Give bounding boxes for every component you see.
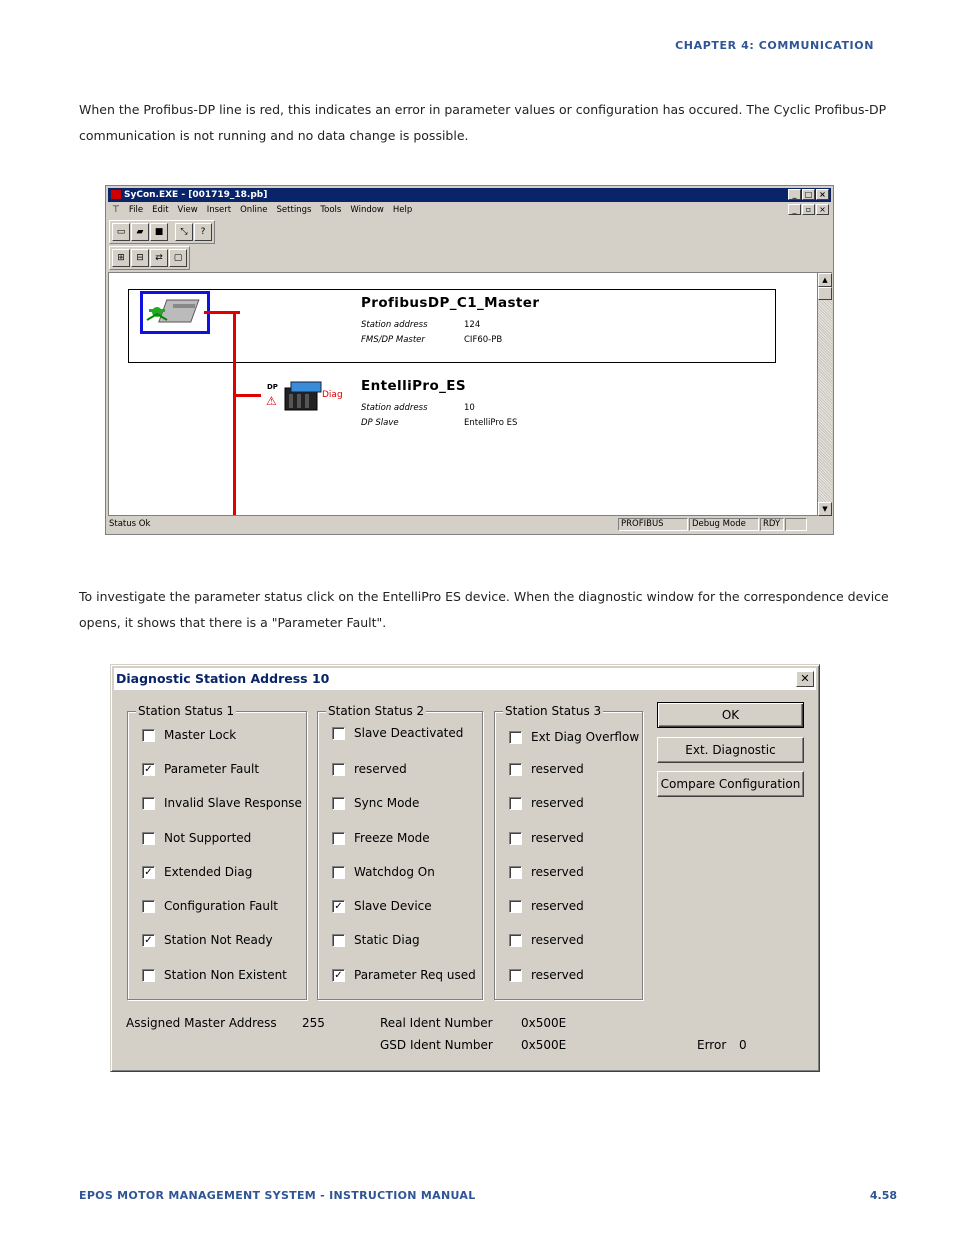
menu-bar: [108, 203, 831, 217]
checkbox-box[interactable]: [332, 866, 345, 879]
ok-button[interactable]: OK: [657, 702, 804, 728]
checkbox-label: Slave Deactivated: [354, 726, 464, 740]
checkbox-box[interactable]: [509, 797, 522, 810]
checkbox-master-lock[interactable]: [142, 728, 236, 742]
slave-type-value: EntelliPro ES: [464, 418, 518, 428]
checkbox-station-non-existent[interactable]: [142, 968, 287, 982]
checkbox-reserved[interactable]: [509, 933, 584, 947]
diag-tag: Diag: [322, 390, 343, 400]
checkbox-slave-deactivated[interactable]: [332, 726, 463, 740]
help-icon[interactable]: ?: [194, 223, 212, 241]
group-legend: Station Status 1: [138, 704, 235, 718]
checkbox-box[interactable]: [509, 900, 522, 913]
station-status-2-group: [317, 704, 483, 1000]
slave-address-label: Station address: [361, 403, 428, 413]
dp-tag: DP: [267, 383, 278, 391]
gsd-ident-value: 0x500E: [521, 1038, 567, 1052]
master-device-icon[interactable]: [140, 291, 210, 334]
checkbox-not-supported[interactable]: [142, 831, 251, 845]
checkbox-parameter-fault[interactable]: [142, 762, 259, 776]
checkbox-box[interactable]: ✓: [332, 969, 345, 982]
child-restore-icon[interactable]: ▫: [802, 204, 815, 215]
scroll-thumb[interactable]: [818, 287, 832, 300]
checkbox-label: reserved: [531, 899, 584, 913]
document-icon: ⊤: [112, 205, 120, 215]
real-ident-label: Real Ident Number: [380, 1016, 493, 1030]
checkbox-label: Watchdog On: [354, 865, 435, 879]
vertical-scrollbar[interactable]: [818, 272, 832, 516]
device-toolbar: [109, 246, 190, 270]
status-mode: Debug Mode: [689, 518, 759, 531]
sycon-window: [105, 185, 834, 535]
master-address-value: 124: [464, 320, 481, 330]
menu-help[interactable]: Help: [392, 205, 413, 215]
open-folder-icon[interactable]: ▰: [131, 223, 149, 241]
footer-title: EPOS MOTOR MANAGEMENT SYSTEM - INSTRUCTION MANUAL: [79, 1189, 476, 1202]
checkbox-box[interactable]: [509, 731, 522, 744]
checkbox-label: reserved: [531, 762, 584, 776]
page-number: 4.58: [869, 1189, 897, 1202]
link-icon[interactable]: ⇄: [150, 249, 168, 267]
checkbox-label: Sync Mode: [354, 796, 420, 810]
checkbox-label: Parameter Req used: [354, 968, 476, 982]
checkbox-label: reserved: [531, 865, 584, 879]
checkbox-sync-mode[interactable]: [332, 796, 419, 810]
checkbox-configuration-fault[interactable]: [142, 899, 278, 913]
checkbox-reserved[interactable]: [509, 899, 584, 913]
checkbox-station-not-ready[interactable]: [142, 933, 273, 947]
app-icon: [111, 190, 121, 199]
checkbox-freeze-mode[interactable]: [332, 831, 430, 845]
checkbox-watchdog-on[interactable]: [332, 865, 435, 879]
checkbox-box[interactable]: [332, 797, 345, 810]
checkbox-invalid-slave-response[interactable]: [142, 796, 302, 810]
menu-view[interactable]: View: [177, 205, 198, 215]
menu-tools[interactable]: Tools: [320, 205, 342, 215]
checkbox-label: Ext Diag Overflow: [531, 730, 640, 744]
insert-master-icon[interactable]: ⊞: [112, 249, 130, 267]
pointer-icon[interactable]: ⤡: [175, 223, 193, 241]
checkbox-reserved[interactable]: [509, 796, 584, 810]
checkbox-label: reserved: [531, 968, 584, 982]
diagnostic-dialog: [110, 664, 820, 1072]
status-bar: [108, 517, 831, 532]
checkbox-reserved[interactable]: [509, 865, 584, 879]
menu-online[interactable]: Online: [240, 205, 268, 215]
checkbox-box[interactable]: [142, 969, 155, 982]
menu-settings[interactable]: Settings: [276, 205, 312, 215]
checkbox-label: Freeze Mode: [354, 831, 430, 845]
ext-diagnostic-button[interactable]: Ext. Diagnostic: [657, 737, 804, 763]
checkbox-slave-device[interactable]: [332, 899, 432, 913]
checkbox-box[interactable]: ✓: [332, 900, 345, 913]
status-bus: PROFIBUS: [618, 518, 688, 531]
checkbox-label: Static Diag: [354, 933, 420, 947]
menu-insert[interactable]: Insert: [206, 205, 232, 215]
checkbox-box[interactable]: ✓: [142, 866, 155, 879]
checkbox-label: Not Supported: [164, 831, 252, 845]
group-legend: Station Status 2: [328, 704, 425, 718]
checkbox-box[interactable]: ✓: [142, 934, 155, 947]
checkbox-reserved[interactable]: [332, 762, 407, 776]
checkbox-reserved[interactable]: [509, 831, 584, 845]
maximize-icon[interactable]: □: [802, 189, 815, 200]
checkbox-label: Station Not Ready: [164, 933, 273, 947]
dialog-titlebar: [114, 668, 816, 690]
minimize-icon[interactable]: _: [788, 189, 801, 200]
error-label: Error: [697, 1038, 727, 1052]
checkbox-label: reserved: [354, 762, 407, 776]
checkbox-label: Extended Diag: [164, 865, 253, 879]
checkbox-box[interactable]: [142, 832, 155, 845]
master-address-label: Station address: [361, 320, 428, 330]
master-type-value: CIF60-PB: [464, 335, 503, 345]
sycon-titlebar: [108, 188, 831, 202]
save-icon[interactable]: ■: [150, 223, 168, 241]
error-value: 0: [739, 1038, 747, 1052]
checkbox-static-diag[interactable]: [332, 933, 420, 947]
slave-type-label: DP Slave: [361, 418, 399, 428]
menu-file[interactable]: File: [128, 205, 144, 215]
status-text: Status Ok: [109, 519, 151, 529]
new-file-icon[interactable]: ▭: [112, 223, 130, 241]
master-type-label: FMS/DP Master: [361, 335, 425, 345]
checkbox-box[interactable]: [332, 727, 345, 740]
checkbox-label: Parameter Fault: [164, 762, 260, 776]
checkbox-box[interactable]: [509, 832, 522, 845]
close-icon[interactable]: ✕: [796, 671, 814, 687]
slave-device-icon[interactable]: [283, 380, 323, 416]
scroll-up-icon[interactable]: ▲: [818, 273, 832, 287]
checkbox-box[interactable]: ✓: [142, 763, 155, 776]
close-icon[interactable]: ×: [816, 189, 829, 200]
checkbox-box[interactable]: [142, 729, 155, 742]
main-toolbar: [109, 220, 215, 244]
checkbox-box[interactable]: [509, 763, 522, 776]
network-view: [108, 272, 818, 516]
child-close-icon[interactable]: ×: [816, 204, 829, 215]
station-status-1-group: [127, 704, 307, 1000]
checkbox-box[interactable]: [509, 866, 522, 879]
page-header: CHAPTER 4: COMMUNICATION: [675, 39, 874, 52]
checkbox-label: Station Non Existent: [164, 968, 287, 982]
checkbox-label: Invalid Slave Response: [164, 796, 302, 810]
master-name: ProfibusDP_C1_Master: [361, 295, 540, 311]
checkbox-box[interactable]: [332, 832, 345, 845]
status-empty-pane: [785, 518, 807, 531]
menu-edit[interactable]: Edit: [152, 205, 169, 215]
fdd-icon[interactable]: ▢: [169, 249, 187, 267]
assigned-master-label: Assigned Master Address: [126, 1016, 277, 1030]
assigned-master-value: 255: [302, 1016, 325, 1030]
checkbox-label: Slave Device: [354, 899, 432, 913]
child-minimize-icon[interactable]: _: [788, 204, 801, 215]
compare-configuration-button[interactable]: Compare Configuration: [657, 771, 804, 797]
station-status-3-group: [494, 704, 643, 1000]
slave-name: EntelliPro_ES: [361, 378, 467, 394]
intro-paragraph: When the Profibus-DP line is red, this indicates an error in parameter values or configuration has occured. The Cyclic Profibus-DP communication is not running and no data change is possible.: [79, 102, 887, 143]
insert-slave-icon[interactable]: ⊟: [131, 249, 149, 267]
checkbox-label: reserved: [531, 831, 584, 845]
real-ident-value: 0x500E: [521, 1016, 567, 1030]
scroll-down-icon[interactable]: ▼: [818, 502, 832, 516]
checkbox-box[interactable]: [142, 797, 155, 810]
group-legend: Station Status 3: [505, 704, 602, 718]
menu-window[interactable]: Window: [350, 205, 384, 215]
checkbox-label: Configuration Fault: [164, 899, 278, 913]
checkbox-box[interactable]: [332, 763, 345, 776]
profibus-line[interactable]: [233, 311, 236, 516]
warning-icon: ⚠: [266, 394, 277, 408]
checkbox-extended-diag[interactable]: [142, 865, 252, 879]
slave-address-value: 10: [464, 403, 475, 413]
checkbox-parameter-req-used[interactable]: [332, 968, 476, 982]
checkbox-label: reserved: [531, 933, 584, 947]
gsd-ident-label: GSD Ident Number: [380, 1038, 493, 1052]
sycon-title: SyCon.EXE - [001719_18.pb]: [124, 190, 268, 200]
checkbox-box[interactable]: [509, 934, 522, 947]
checkbox-reserved[interactable]: [509, 968, 584, 982]
checkbox-label: Master Lock: [164, 728, 237, 742]
checkbox-box[interactable]: [332, 934, 345, 947]
checkbox-reserved[interactable]: [509, 762, 584, 776]
checkbox-box[interactable]: [509, 969, 522, 982]
diagnostic-paragraph: To investigate the parameter status click on the EntelliPro ES device. When the diagnostic window for the correspondence device opens, it shows that there is a "Parameter Fault".: [79, 589, 889, 630]
slave-drop-line: [233, 394, 261, 397]
dialog-title: Diagnostic Station Address 10: [116, 671, 330, 686]
checkbox-box[interactable]: [142, 900, 155, 913]
checkbox-label: reserved: [531, 796, 584, 810]
checkbox-ext-diag-overflow[interactable]: [509, 730, 639, 744]
status-state: RDY: [760, 518, 784, 531]
